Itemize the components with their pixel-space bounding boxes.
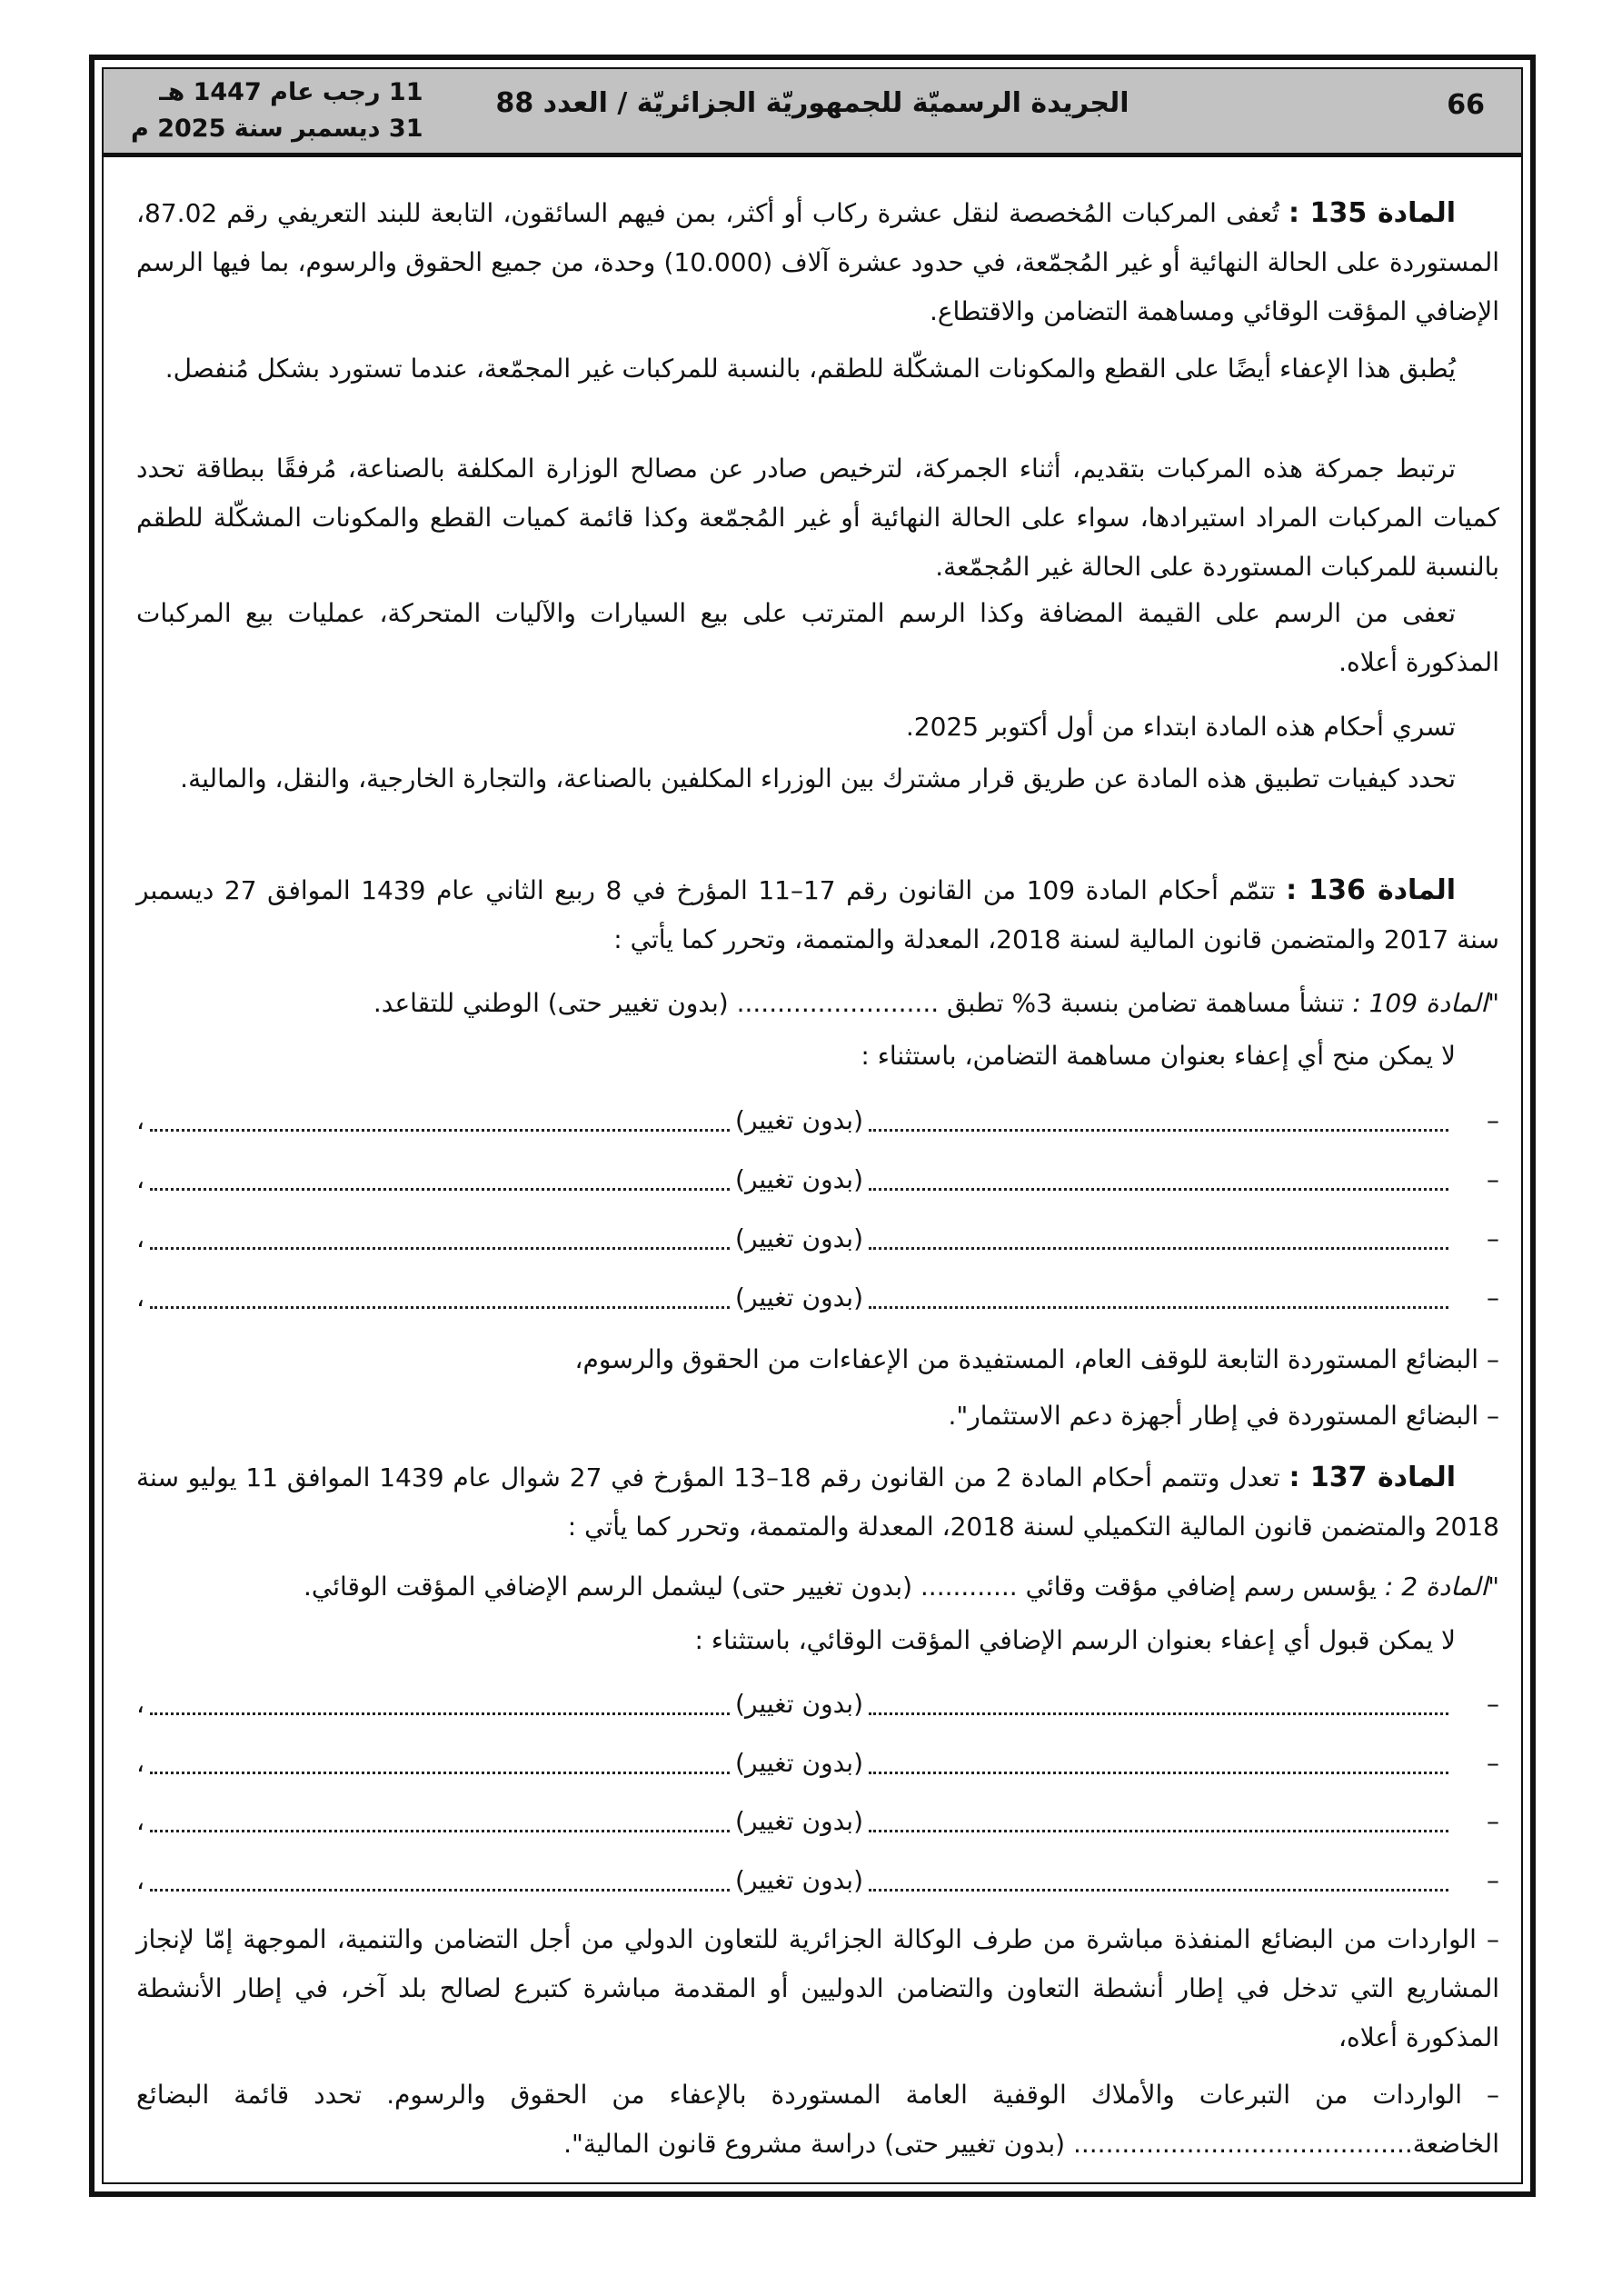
comma: ،: [136, 1748, 145, 1778]
comma: ،: [136, 1164, 145, 1194]
quote-text: تنشأ مساهمة تضامن بنسبة 3% تطبق ......................... (بدون تغيير حتى) الوطني للتقاعد.: [373, 988, 1353, 1018]
article-136-text: تتمّم أحكام المادة 109 من القانون رقم 17–11 المؤرخ في 8 ربيع الثاني عام 1439 الموافق 27 ديسمبر سنة 2017 والمتضمن قانون المالية لسنة 2018، المعدلة والمتممة، وتحرر كما يأتي :: [136, 875, 1499, 954]
date-hijri: 11 رجب عام 1447 هـ: [159, 78, 423, 106]
unchanged-label: (بدون تغيير): [735, 1164, 864, 1194]
article-137-label: المادة 137 :: [1289, 1462, 1456, 1493]
unchanged-item: [136, 1096, 1499, 1145]
unchanged-label: (بدون تغيير): [735, 1105, 864, 1135]
exemption-item: – البضائع المستوردة في إطار أجهزة دعم الاستثمار".: [948, 1401, 1499, 1431]
dash: –: [1487, 1105, 1499, 1135]
article-137-intro: لا يمكن قبول أي إعفاء بعنوان الرسم الإضافي المؤقت الوقائي، باستثناء :: [694, 1625, 1456, 1655]
dot-leader: [869, 1712, 1448, 1715]
dot-leader: [869, 1187, 1448, 1191]
dot-leader: [869, 1771, 1448, 1774]
article-136-intro: لا يمكن منح أي إعفاء بعنوان مساهمة التضامن، باستثناء :: [861, 1041, 1456, 1071]
article-137-paragraph: [136, 1453, 1499, 1552]
dot-leader: [869, 1829, 1448, 1832]
unchanged-label: (بدون تغيير): [735, 1806, 864, 1836]
article-136-label: المادة 136 :: [1286, 874, 1456, 906]
comma: ،: [136, 1105, 145, 1135]
dot-leader: [869, 1246, 1448, 1250]
article-2-quote: [136, 1562, 1499, 1612]
dot-leader: [150, 1829, 730, 1832]
quote-label: "المادة 2 :: [1384, 1572, 1499, 1602]
exemption-item: – البضائع المستوردة التابعة للوقف العام، المستفيدة من الإعفاءات من الحقوق والرسوم،: [574, 1344, 1499, 1374]
dash: –: [1487, 1223, 1499, 1253]
dot-leader: [869, 1305, 1448, 1309]
article-135-paragraph-5: تسري أحكام هذه المادة ابتداء من أول أكتوبر 2025.: [905, 712, 1456, 742]
dash: –: [1487, 1806, 1499, 1836]
article-135-paragraph-2: يُطبق هذا الإعفاء أيضًا على القطع والمكونات المشكّلة للطقم، بالنسبة للمركبات غير المجمّعة، عندما تستورد بشكل مُنفصل.: [164, 354, 1456, 384]
article-137-text: تعدل وتتمم أحكام المادة 2 من القانون رقم 18–13 المؤرخ في 27 شوال عام 1439 الموافق 11 يوليو سنة 2018 والمتضمن قانون المالية التكميلي لسنة 2018، المعدلة والمتممة، وتحرر كما يأتي :: [136, 1462, 1499, 1542]
comma: ،: [136, 1865, 145, 1895]
unchanged-label: (بدون تغيير): [735, 1748, 864, 1778]
article-135-label: المادة 135 :: [1289, 197, 1456, 229]
dot-leader: [150, 1771, 730, 1774]
dash: –: [1487, 1283, 1499, 1313]
date-gregorian: 31 ديسمبر سنة 2025 م: [131, 115, 423, 143]
article-135-paragraph-6: تحدد كيفيات تطبيق هذه المادة عن طريق قرار مشترك بين الوزراء المكلفين بالصناعة، والتجارة الخارجية، والنقل، والمالية.: [180, 764, 1456, 794]
unchanged-item: [136, 1155, 1499, 1204]
dot-leader: [150, 1888, 730, 1892]
dot-leader: [150, 1246, 730, 1250]
dot-leader: [150, 1305, 730, 1309]
comma: ،: [136, 1806, 145, 1836]
article-135-paragraph-4: تعفى من الرسم على القيمة المضافة وكذا الرسم المترتب على بيع السيارات والآليات المتحركة، عمليات بيع المركبات المذكورة أعلاه.: [136, 598, 1499, 677]
unchanged-item: [136, 1856, 1499, 1905]
comma: ،: [136, 1689, 145, 1719]
article-135-text: تُعفى المركبات المُخصصة لنقل عشرة ركاب أو أكثر، بمن فيهم السائقون، التابعة للبند التعريفي رقم 87.02، المستوردة على الحالة النهائية أو غير المُجمّعة، في حدود عشرة آلاف (10.000) وحدة، من جميع الحقوق والرسوم، بما فيها الرسم الإضافي المؤقت الوقائي ومساهمة التضامن والاقتطاع.: [136, 198, 1499, 326]
dot-leader: [150, 1712, 730, 1715]
exemption-item: – الواردات من التبرعات والأملاك الوقفية العامة المستوردة بالإعفاء من الحقوق والرسوم. تحدد قائمة البضائع الخاضعة.......................................... (بدون تغيير حتى) دراسة مشروع قانون المالية".: [136, 2080, 1499, 2159]
unchanged-item: [136, 1273, 1499, 1323]
comma: ،: [136, 1223, 145, 1253]
gazette-title: الجريدة الرسميّة للجمهوريّة الجزائريّة / العدد 88: [495, 87, 1129, 119]
article-135-paragraph-3: ترتبط جمركة هذه المركبات بتقديم، أثناء الجمركة، لترخيص صادر عن مصالح الوزارة المكلفة بالصناعة، مُرفقًا ببطاقة تحدد كميات المركبات المراد استيرادها، سواء على الحالة النهائية أو غير المُجمّعة وكذا قائمة كميات القطع والمكونات المشكّلة للطقم بالنسبة للمركبات المستوردة على الحالة غير المُجمّعة.: [136, 454, 1499, 582]
article-136-paragraph: [136, 866, 1499, 964]
unchanged-item: [136, 1214, 1499, 1263]
unchanged-label: (بدون تغيير): [735, 1689, 864, 1719]
page-number: 66: [1447, 89, 1485, 121]
dash: –: [1487, 1748, 1499, 1778]
unchanged-label: (بدون تغيير): [735, 1223, 864, 1253]
dash: –: [1487, 1164, 1499, 1194]
dot-leader: [150, 1128, 730, 1132]
dot-leader: [869, 1888, 1448, 1892]
unchanged-item: [136, 1739, 1499, 1788]
dot-leader: [869, 1128, 1448, 1132]
unchanged-label: (بدون تغيير): [735, 1283, 864, 1313]
exemption-item: – الواردات من البضائع المنفذة مباشرة من طرف الوكالة الجزائرية للتعاون الدولي من أجل التضامن والتنمية، الموجهة إمّا لإنجاز المشاريع التي تدخل في إطار أنشطة التعاون والتضامن الدوليين أو المقدمة مباشرة كتبرع لصالح بلد آخر، في إطار الأنشطة المذكورة أعلاه،: [136, 1924, 1499, 2052]
article-109-quote: [136, 979, 1499, 1028]
quote-label: "المادة 109 :: [1352, 988, 1499, 1018]
unchanged-label: (بدون تغيير): [735, 1865, 864, 1895]
quote-text: يؤسس رسم إضافي مؤقت وقائي ............ (بدون تغيير حتى) ليشمل الرسم الإضافي المؤقت الوقائي.: [303, 1572, 1385, 1602]
unchanged-item: [136, 1797, 1499, 1846]
unchanged-item: [136, 1680, 1499, 1729]
comma: ،: [136, 1283, 145, 1313]
issue-date: [131, 75, 423, 147]
gazette-header: [104, 69, 1521, 157]
dot-leader: [150, 1187, 730, 1191]
article-135-paragraph: [136, 189, 1499, 336]
dash: –: [1487, 1689, 1499, 1719]
dash: –: [1487, 1865, 1499, 1895]
